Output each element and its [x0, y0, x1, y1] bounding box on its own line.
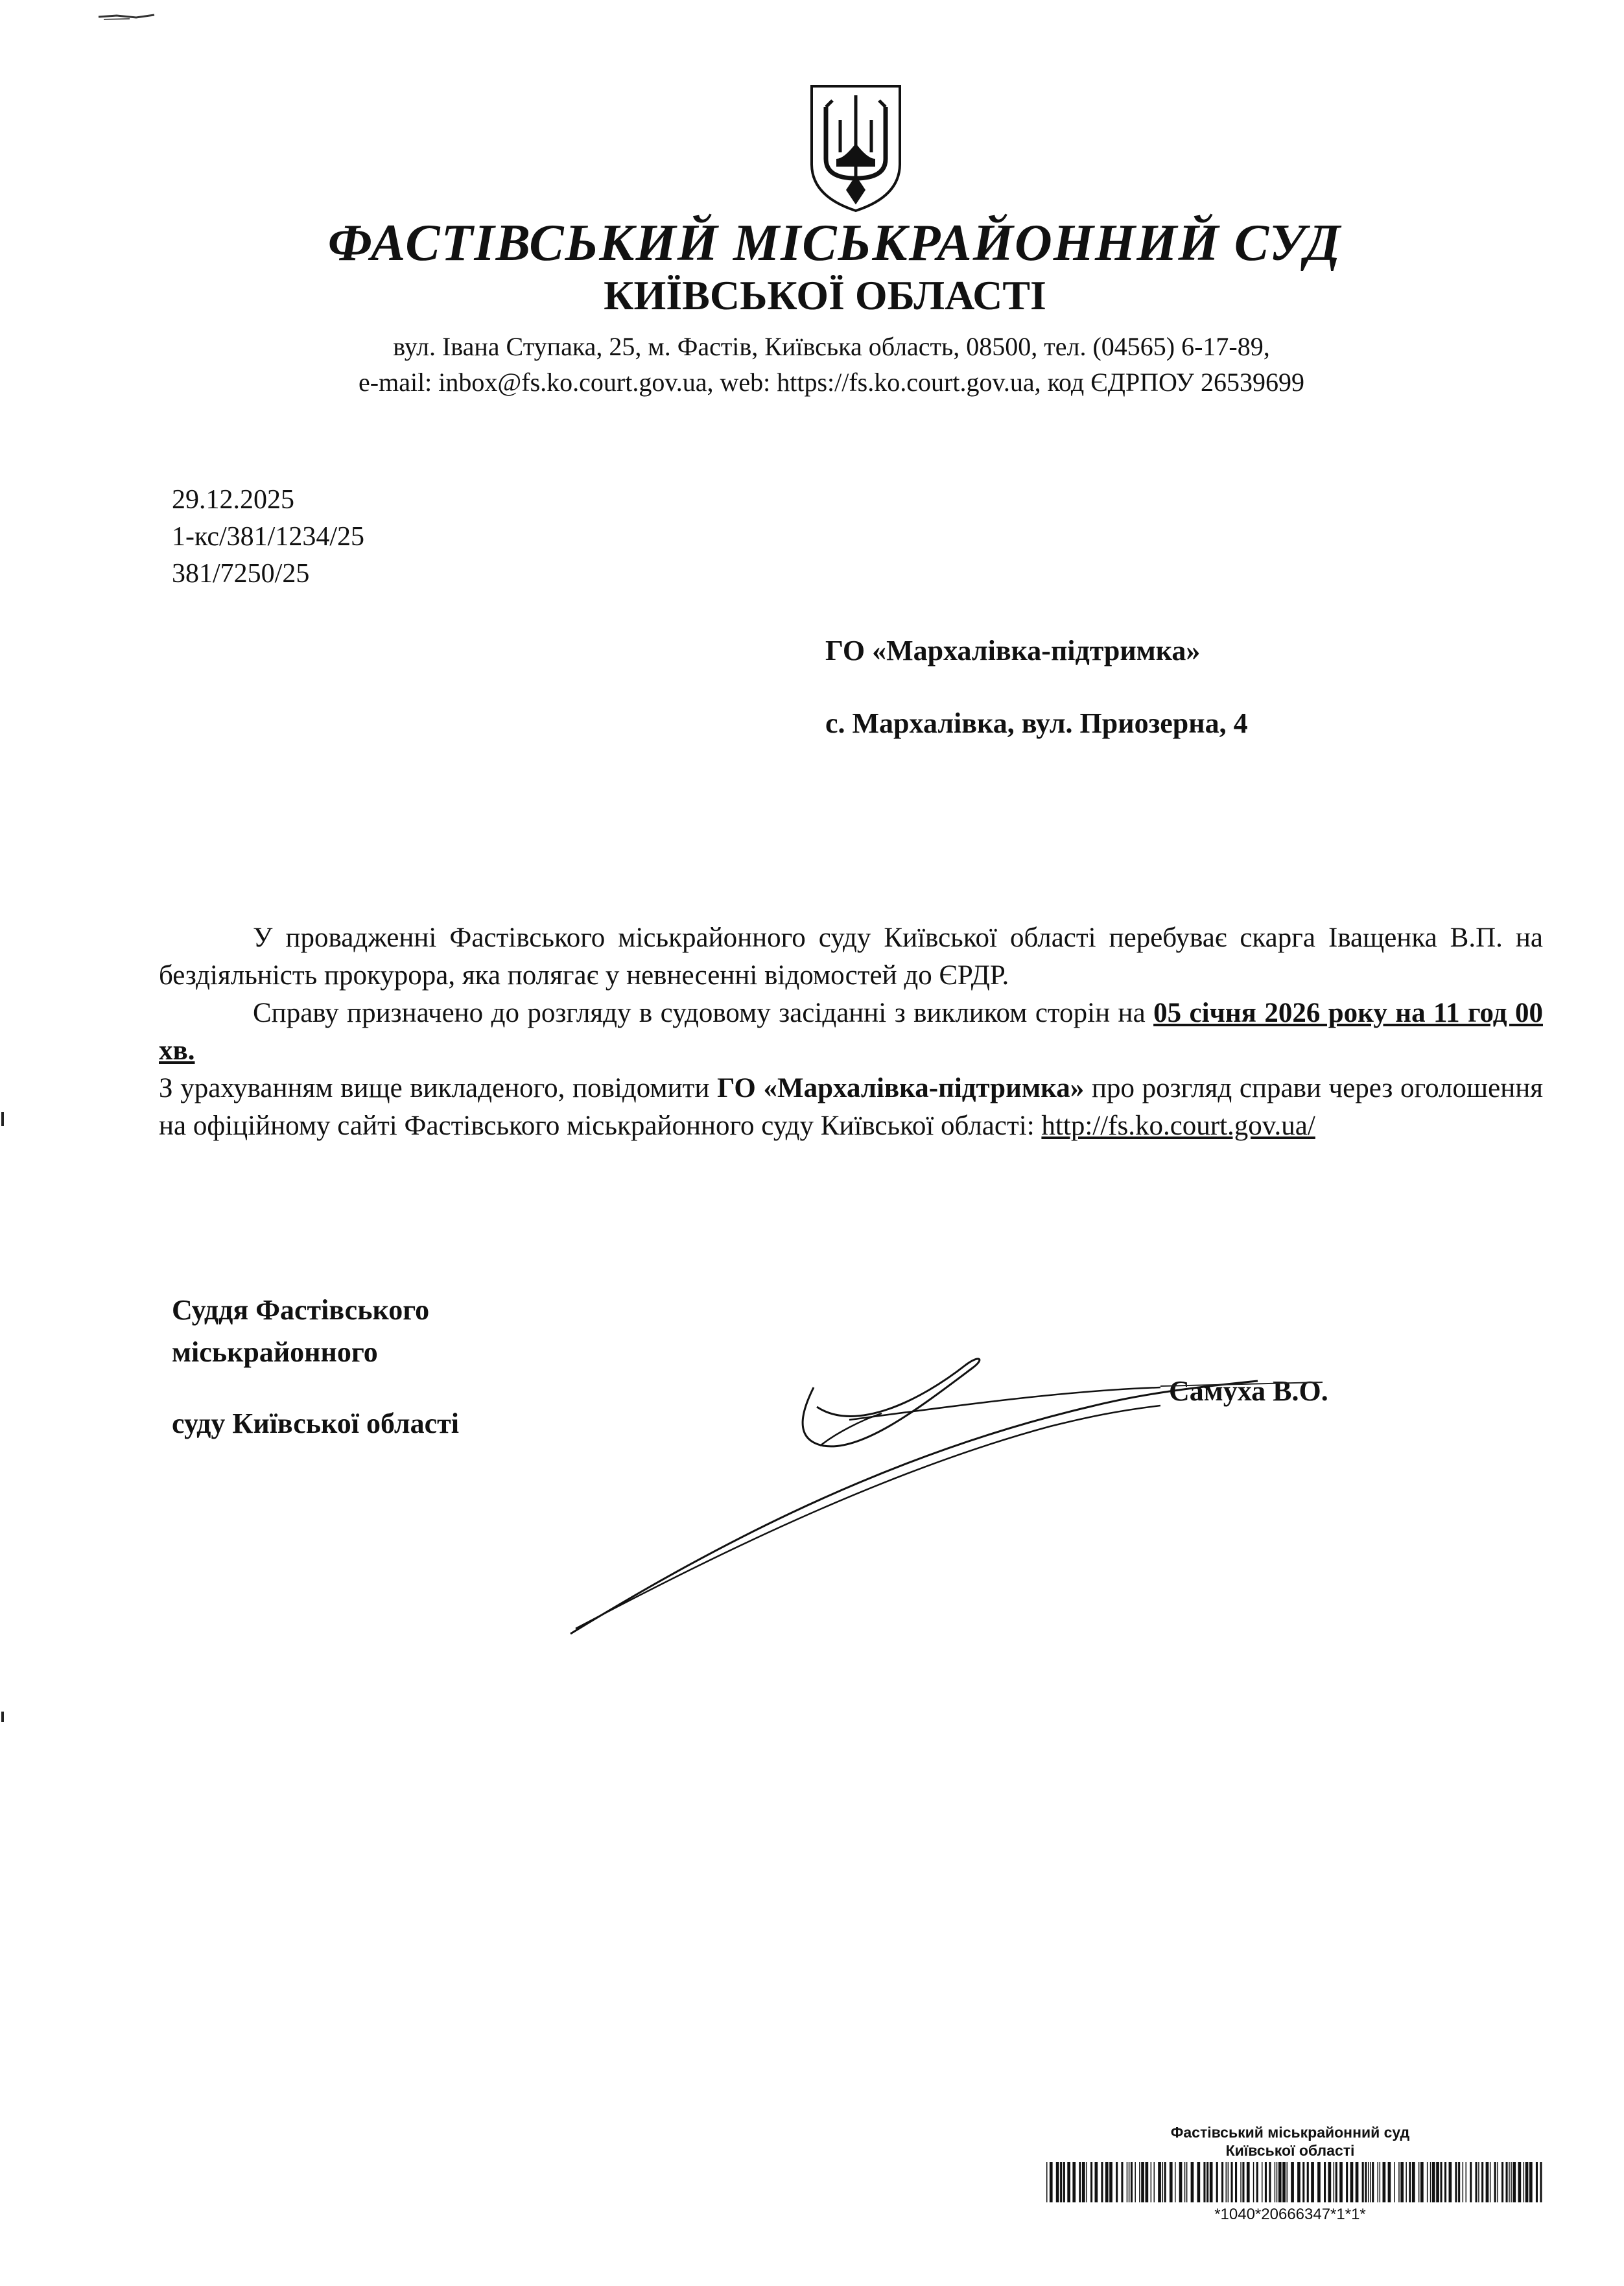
barcode-bar — [1470, 2162, 1472, 2202]
judge-name: Самуха В.О. — [1169, 1375, 1328, 1407]
barcode-bar — [1501, 2162, 1503, 2202]
barcode-bar — [1127, 2162, 1128, 2202]
paragraph-hearing — [159, 995, 1543, 1070]
barcode-bar — [1247, 2162, 1250, 2202]
barcode-bar — [1388, 2162, 1391, 2202]
barcode-bar — [1158, 2162, 1161, 2202]
barcode-bar — [1418, 2162, 1420, 2202]
barcode-bar — [1307, 2162, 1309, 2202]
barcode-bar — [1346, 2162, 1348, 2202]
trident-emblem-icon — [804, 81, 908, 214]
barcode-bar — [1105, 2162, 1109, 2202]
barcode-bar — [1400, 2162, 1404, 2202]
barcode-bar — [1197, 2162, 1201, 2202]
barcode-bar — [1121, 2162, 1123, 2202]
notice-text: З урахуванням вище викладеного, повідомити — [159, 1073, 718, 1103]
hearing-text: Справу призначено до розгляду в судовому засіданні з викликом сторін на — [253, 998, 1154, 1028]
barcode-bar — [1090, 2162, 1092, 2202]
barcode-bar — [1449, 2162, 1452, 2202]
barcode-bar — [1086, 2162, 1087, 2202]
scan-artifact — [97, 13, 156, 22]
barcode-bar — [1175, 2162, 1176, 2202]
barcode-bar — [1060, 2162, 1062, 2202]
scan-edge-mark — [1, 1112, 4, 1126]
barcode-bar — [1509, 2162, 1510, 2202]
signatory-title: Суддя Фастівського — [172, 1294, 430, 1326]
barcode-bar — [1240, 2162, 1242, 2202]
barcode-bar — [1082, 2162, 1085, 2202]
barcode-bar — [1365, 2162, 1367, 2202]
barcode-bar — [1436, 2162, 1439, 2202]
barcode — [1045, 2162, 1544, 2202]
barcode-bar — [1506, 2162, 1508, 2202]
barcode-bar — [1481, 2162, 1483, 2202]
barcode-bar — [1497, 2162, 1498, 2202]
barcode-bar — [1458, 2162, 1460, 2202]
court-name: ФАСТІВСЬКИЙ МІСЬКРАЙОННИЙ СУД — [327, 215, 1342, 272]
barcode-bar — [1206, 2162, 1208, 2202]
scan-edge-mark — [1, 1712, 4, 1722]
signatory-title: суду Київської області — [172, 1408, 459, 1439]
barcode-bar — [1203, 2162, 1205, 2202]
barcode-bar — [1164, 2162, 1166, 2202]
barcode-bar — [1139, 2162, 1140, 2202]
barcode-bar — [1067, 2162, 1070, 2202]
barcode-bar — [1282, 2162, 1286, 2202]
barcode-bar — [1412, 2162, 1415, 2202]
barcode-bar — [1409, 2162, 1411, 2202]
barcode-bar — [1256, 2162, 1258, 2202]
barcode-bar — [1141, 2162, 1144, 2202]
barcode-bar — [1129, 2162, 1130, 2202]
barcode-bar — [1512, 2162, 1516, 2202]
barcode-bar — [1162, 2162, 1164, 2202]
paragraph-complaint: У провадженні Фастівського міськрайонного суду Київської області перебуває скарга Іващенка В.П. на бездіяльність прокурора, яка полягає у невнесенні відомостей до ЄРДР. — [159, 923, 1543, 991]
barcode-bar — [1441, 2162, 1442, 2202]
barcode-bar — [1406, 2162, 1407, 2202]
barcode-bar — [1432, 2162, 1435, 2202]
handwritten-signature — [558, 1329, 1400, 1653]
barcode-bar — [1228, 2162, 1229, 2202]
paragraph-notice — [159, 1070, 1543, 1145]
barcode-bar — [1262, 2162, 1263, 2202]
barcode-bar — [1420, 2162, 1424, 2202]
barcode-bar — [1231, 2162, 1233, 2202]
barcode-bar — [1336, 2162, 1337, 2202]
court-region: КИЇВСЬКОЇ ОБЛАСТІ — [604, 272, 1046, 318]
barcode-bar — [1278, 2162, 1282, 2202]
barcode-bar — [1186, 2162, 1188, 2202]
barcode-bar — [1395, 2162, 1396, 2202]
barcode-bar — [1101, 2162, 1103, 2202]
barcode-bar — [1095, 2162, 1098, 2202]
barcode-bar — [1529, 2162, 1533, 2202]
barcode-bar — [1072, 2162, 1076, 2202]
barcode-bar — [1524, 2162, 1525, 2202]
addressee-name: ГО «Мархалівка-підтримка» — [825, 635, 1201, 666]
barcode-bar — [1444, 2162, 1446, 2202]
barcode-bar — [1287, 2162, 1288, 2202]
barcode-bar — [1297, 2162, 1300, 2202]
barcode-bar — [1179, 2162, 1183, 2202]
barcode-bar — [1311, 2162, 1314, 2202]
barcode-bar — [1378, 2162, 1379, 2202]
proceeding-number: 381/7250/25 — [172, 559, 310, 589]
barcode-bar — [1242, 2162, 1244, 2202]
barcode-bar — [1277, 2162, 1278, 2202]
case-number: 1-кс/381/1234/25 — [172, 522, 364, 552]
barcode-bar — [1116, 2162, 1118, 2202]
barcode-bar — [1478, 2162, 1479, 2202]
barcode-bar — [1490, 2162, 1491, 2202]
barcode-bar — [1540, 2162, 1542, 2202]
barcode-bar — [1339, 2162, 1343, 2202]
barcode-bar — [1362, 2162, 1364, 2202]
hearing-date: 05 січня 2026 року на 11 год 00 хв. — [159, 998, 1543, 1066]
barcode-bar — [1525, 2162, 1529, 2202]
document-date: 29.12.2025 — [172, 485, 294, 515]
court-website-link[interactable]: http://fs.ko.court.gov.ua/ — [1041, 1111, 1315, 1141]
notice-text-continued: про розгляд справи через оголошення на офіційному сайті Фастівського міськрайонного суду Київської області: — [159, 1073, 1543, 1141]
stamp-court-name: Фастівський міськрайонний суд — [1170, 2124, 1410, 2141]
barcode-bar — [1427, 2162, 1428, 2202]
barcode-bar — [1135, 2162, 1136, 2202]
barcode-bar — [1269, 2162, 1271, 2202]
barcode-bar — [1317, 2162, 1321, 2202]
barcode-number: *1040*20666347*1*1* — [1214, 2206, 1366, 2223]
barcode-bar — [1063, 2162, 1065, 2202]
court-contacts: e-mail: inbox@fs.ko.court.gov.ua, web: https://fs.ko.court.gov.ua, код ЄДРПОУ 26539699 — [359, 368, 1304, 397]
barcode-bar — [1191, 2162, 1194, 2202]
barcode-bar — [1455, 2162, 1457, 2202]
barcode-bar — [1235, 2162, 1237, 2202]
barcode-bar — [1210, 2162, 1213, 2202]
barcode-bar — [1275, 2162, 1276, 2202]
addressee-address: с. Мархалівка, вул. Приозерна, 4 — [825, 707, 1248, 739]
barcode-bar — [1380, 2162, 1381, 2202]
barcode-bar — [1184, 2162, 1186, 2202]
barcode-bar — [1146, 2162, 1149, 2202]
barcode-bar — [1370, 2162, 1371, 2202]
barcode-bar — [1463, 2162, 1464, 2202]
barcode-bar — [1253, 2162, 1254, 2202]
barcode-bar — [1466, 2162, 1467, 2202]
barcode-bar — [1368, 2162, 1369, 2202]
signatory-title: міськрайонного — [172, 1336, 378, 1368]
barcode-bar — [1131, 2162, 1133, 2202]
barcode-bar — [1372, 2162, 1374, 2202]
barcode-bar — [1324, 2162, 1326, 2202]
barcode-bar — [1398, 2162, 1400, 2202]
barcode-bar — [1518, 2162, 1522, 2202]
barcode-bar — [1079, 2162, 1081, 2202]
barcode-bar — [1109, 2162, 1112, 2202]
barcode-bar — [1151, 2162, 1152, 2202]
barcode-bar — [1046, 2162, 1048, 2202]
barcode-bar — [1356, 2162, 1359, 2202]
barcode-bar — [1334, 2162, 1335, 2202]
barcode-bar — [1494, 2162, 1496, 2202]
barcode-bar — [1302, 2162, 1304, 2202]
notice-organization: ГО «Мархалівка-підтримка» — [717, 1073, 1085, 1103]
stamp-court-region: Київської області — [1225, 2142, 1355, 2159]
barcode-bar — [1430, 2162, 1431, 2202]
barcode-bar — [1170, 2162, 1173, 2202]
barcode-bar — [1226, 2162, 1227, 2202]
barcode-bar — [1154, 2162, 1155, 2202]
barcode-bar — [1511, 2162, 1512, 2202]
barcode-bar — [1328, 2162, 1332, 2202]
barcode-bar — [1536, 2162, 1538, 2202]
barcode-bar — [1486, 2162, 1489, 2202]
barcode-bar — [1350, 2162, 1354, 2202]
barcode-bar — [1056, 2162, 1059, 2202]
barcode-bar — [1476, 2162, 1477, 2202]
letter-body — [159, 919, 1543, 1145]
court-address: вул. Івана Ступака, 25, м. Фастів, Київська область, 08500, тел. (04565) 6-17-89, — [393, 332, 1270, 361]
barcode-bar — [1050, 2162, 1053, 2202]
barcode-bar — [1291, 2162, 1294, 2202]
barcode-bar — [1265, 2162, 1267, 2202]
barcode-bar — [1216, 2162, 1218, 2202]
barcode-bar — [1221, 2162, 1223, 2202]
barcode-bar — [1383, 2162, 1386, 2202]
